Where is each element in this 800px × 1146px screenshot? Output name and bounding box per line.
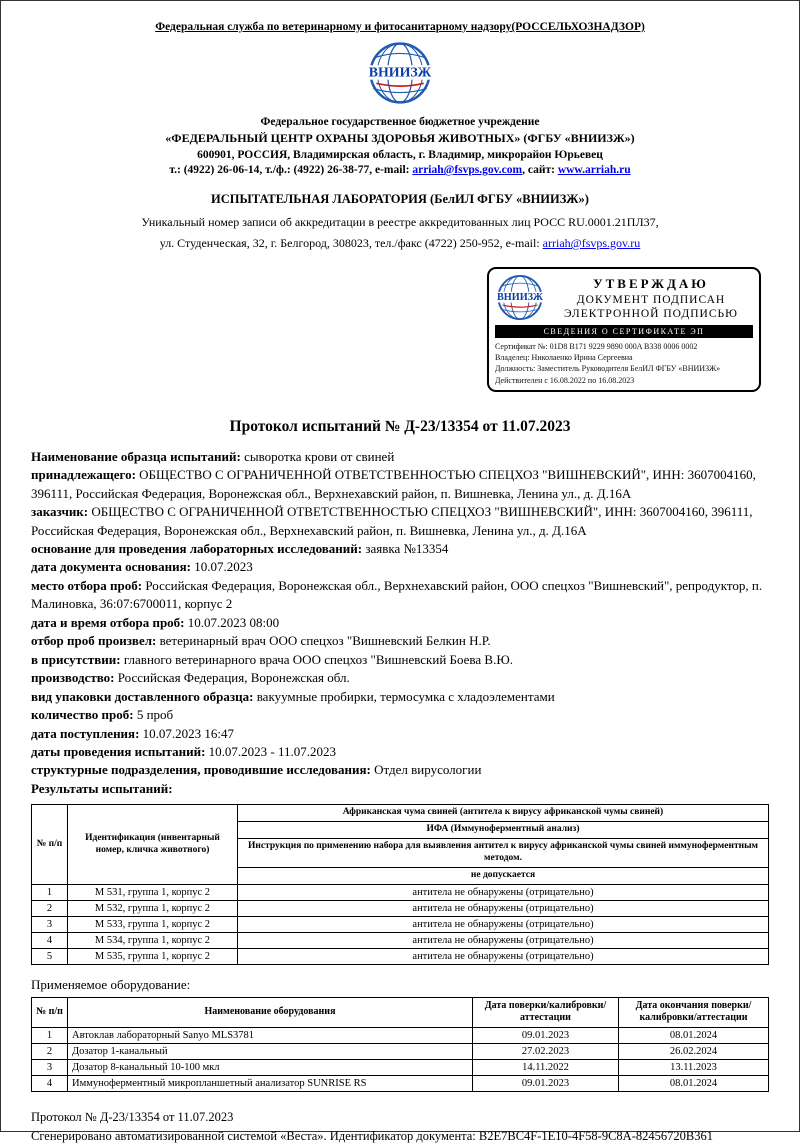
fields-list: [31, 448, 769, 780]
results-col-instruction: Инструкция по применению набора для выявления антител к вирусу африканской чумы свиней иммуноферментным методом.: [238, 839, 769, 868]
field-paragraph: [31, 466, 769, 503]
table-cell: антитела не обнаружены (отрицательно): [238, 900, 769, 916]
results-row: [32, 884, 769, 900]
table-cell: 26.02.2024: [619, 1043, 769, 1059]
stamp-signed-line2: ЭЛЕКТРОННОЙ ПОДПИСЬЮ: [564, 307, 738, 320]
table-cell: 3: [32, 1059, 68, 1075]
table-cell: 1: [32, 1027, 68, 1043]
stamp-container: [31, 267, 761, 392]
results-col-identification: Идентификация (инвентарный номер, кличка животного): [68, 805, 238, 884]
field-value: 10.07.2023 16:47: [142, 725, 235, 741]
field-label: Наименование образца испытаний:: [31, 448, 245, 464]
field-paragraph: [31, 706, 769, 724]
institution-name: «ФЕДЕРАЛЬНЫЙ ЦЕНТР ОХРАНЫ ЗДОРОВЬЯ ЖИВОТНЫХ» (ФГБУ «ВНИИЗЖ»): [165, 131, 635, 145]
field-value: главного ветеринарного врача ООО спецхоз "Вишневский Боева В.Ю.: [123, 651, 513, 667]
footer: [31, 1108, 769, 1146]
table-cell: М 531, группа 1, корпус 2: [68, 884, 238, 900]
institution-type: Федеральное государственное бюджетное учреждение: [260, 116, 540, 128]
field-label: производство:: [31, 670, 118, 686]
field-paragraph: [31, 632, 769, 650]
equipment-row: [32, 1059, 769, 1075]
equipment-row: [32, 1043, 769, 1059]
stamp-text-block: [549, 276, 753, 320]
table-cell: антитела не обнаружены (отрицательно): [238, 916, 769, 932]
table-cell: 27.02.2023: [473, 1043, 619, 1059]
cert-number: Сертификат №: 01D8 B171 9229 9890 000A B338 0006 0002: [495, 342, 698, 351]
results-row: [32, 916, 769, 932]
field-label: даты проведения испытаний:: [31, 744, 209, 759]
field-value: ОБЩЕСТВО С ОГРАНИЧЕННОЙ ОТВЕТСТВЕННОСТЬЮ СПЕЦХОЗ "ВИШНЕВСКИЙ", ИНН: 3607004160, 396111, Российская Федерация, Воронежская обл., Верхнехавский район, п. Вишневка, Ленина ул., д. Д.16А: [31, 504, 753, 538]
field-value: заявка №13354: [365, 541, 449, 557]
field-paragraph: [31, 725, 769, 743]
field-label: заказчик:: [31, 504, 92, 520]
equipment-row: [32, 1075, 769, 1091]
table-cell: 1: [32, 884, 68, 900]
field-label: количество проб:: [31, 707, 137, 723]
results-label: Результаты испытаний:: [31, 780, 173, 796]
cert-info-block: [495, 341, 753, 386]
field-value: 5 проб: [136, 707, 174, 723]
field-value: Российская Федерация, Воронежская обл., Верхнехавский район, ООО спецхоз "Вишневский", репродуктор, п. Малиновка, 36:07:6700011, корпус 2: [31, 577, 763, 612]
stamp-signed-line1: ДОКУМЕНТ ПОДПИСАН: [576, 293, 726, 306]
table-cell: 5: [32, 948, 68, 964]
results-row: [32, 932, 769, 948]
field-label: место отбора проб:: [31, 577, 146, 593]
table-cell: 13.11.2023: [619, 1059, 769, 1075]
field-paragraph: [31, 651, 769, 669]
equipment-thead: [32, 997, 769, 1027]
agency-header: Федеральная служба по ветеринарному и фитосанитарному надзору(РОССЕЛЬХОЗНАДЗОР): [155, 21, 645, 33]
table-cell: М 532, группа 1, корпус 2: [68, 900, 238, 916]
email-link-lab[interactable]: arriah@fsvps.gov.ru: [542, 236, 641, 250]
cert-validity: Действителен с 16.08.2022 по 16.08.2023: [495, 375, 635, 385]
table-cell: 14.11.2022: [473, 1059, 619, 1075]
results-col-num: № п/п: [32, 805, 68, 884]
table-cell: Автоклав лабораторный Sanyo MLS3781: [68, 1027, 473, 1043]
equipment-table: [31, 997, 769, 1092]
field-label: в присутствии:: [31, 651, 124, 667]
field-value: 10.07.2023 08:00: [187, 614, 280, 630]
field-value: Отдел вирусологии: [374, 762, 482, 778]
table-cell: 2: [32, 1043, 68, 1059]
table-cell: 3: [32, 916, 68, 932]
stamp-approve: УТВЕРЖДАЮ: [593, 275, 709, 291]
equipment-col-name: Наименование оборудования: [68, 997, 473, 1027]
equipment-col-date: Дата поверки/калибровки/аттестации: [473, 997, 619, 1027]
field-label: дата и время отбора проб:: [31, 614, 188, 630]
field-paragraph: [31, 743, 769, 761]
table-cell: М 534, группа 1, корпус 2: [68, 932, 238, 948]
table-cell: 09.01.2023: [473, 1075, 619, 1091]
field-paragraph: [31, 688, 769, 706]
field-paragraph: [31, 577, 769, 614]
table-cell: 4: [32, 1075, 68, 1091]
field-value: сыворотка крови от свиней: [244, 448, 395, 464]
results-row: [32, 948, 769, 964]
field-label: основание для проведения лабораторных исследований:: [31, 541, 366, 557]
protocol-title: Протокол испытаний № Д-23/13354 от 11.07.2023: [229, 417, 571, 435]
table-cell: антитела не обнаружены (отрицательно): [238, 932, 769, 948]
field-paragraph: [31, 448, 769, 466]
results-row: [32, 900, 769, 916]
equipment-tbody: [32, 1027, 769, 1091]
table-cell: 2: [32, 900, 68, 916]
field-paragraph: [31, 503, 769, 540]
email-link-head[interactable]: arriah@fsvps.gov.com: [412, 164, 523, 176]
results-table: [31, 804, 769, 964]
table-cell: М 535, группа 1, корпус 2: [68, 948, 238, 964]
field-value: вакуумные пробирки, термосумка с хладоэлементами: [256, 688, 555, 704]
table-cell: антитела не обнаружены (отрицательно): [238, 884, 769, 900]
table-cell: 08.01.2024: [619, 1075, 769, 1091]
field-value: ветеринарный врач ООО спецхоз "Вишневский Белкин Н.Р.: [159, 633, 491, 649]
signature-stamp: [487, 267, 761, 392]
table-cell: 4: [32, 932, 68, 948]
cert-position: Должность: Заместитель Руководителя БелИЛ ФГБУ «ВНИИЗЖ»: [495, 364, 721, 374]
field-label: структурные подразделения, проводившие исследования:: [31, 762, 375, 778]
field-paragraph: [31, 540, 769, 558]
equipment-header-row: [32, 997, 769, 1027]
equipment-row: [32, 1027, 769, 1043]
institution-contacts: [31, 164, 769, 176]
field-label: дата поступления:: [31, 725, 143, 741]
field-paragraph: [31, 614, 769, 632]
field-paragraph: [31, 761, 769, 779]
results-col-norm: не допускается: [238, 867, 769, 884]
equipment-col-num: № п/п: [32, 997, 68, 1027]
field-label: вид упаковки доставленного образца:: [31, 688, 257, 704]
equipment-col-end-date: Дата окончания поверки/калибровки/аттестации: [619, 997, 769, 1027]
footer-protocol: Протокол № Д-23/13354 от 11.07.2023: [31, 1109, 234, 1124]
table-cell: М 533, группа 1, корпус 2: [68, 916, 238, 932]
cert-owner: Владелец: Николаенко Ирина Сергеевна: [495, 353, 633, 363]
field-label: принадлежащего:: [31, 467, 140, 483]
lab-title: ИСПЫТАТЕЛЬНАЯ ЛАБОРАТОРИЯ (БелИЛ ФГБУ «ВНИИЗЖ»): [211, 192, 589, 206]
table-cell: Дозатор 1-канальный: [68, 1043, 473, 1059]
institution-address: 600901, РОССИЯ, Владимирская область, г. Владимир, микрорайон Юрьевец: [197, 149, 603, 161]
footer-generated: Сгенерировано автоматизированной системой «Веста». Идентификатор документа: B2E7BC4F-1E10-4F58-9C8A-82456720B361: [31, 1129, 713, 1144]
stamp-top: [495, 274, 753, 321]
results-tbody: [32, 884, 769, 964]
table-cell: антитела не обнаружены (отрицательно): [238, 948, 769, 964]
field-paragraph: [31, 558, 769, 576]
field-paragraph: [31, 669, 769, 687]
results-thead: [32, 805, 769, 884]
contacts-mid: , сайт:: [522, 164, 558, 176]
table-cell: 08.01.2024: [619, 1027, 769, 1043]
site-link[interactable]: www.arriah.ru: [557, 164, 631, 176]
lab-address: [31, 236, 769, 251]
vniizh-logo: [31, 41, 769, 110]
globe-logo-icon: [366, 41, 434, 105]
equipment-label: Применяемое оборудование:: [31, 976, 191, 992]
field-value: 10.07.2023: [194, 559, 253, 575]
results-header-row-1: [32, 805, 769, 822]
table-cell: 09.01.2023: [473, 1027, 619, 1043]
results-col-method: ИФА (Иммуноферментный анализ): [238, 822, 769, 839]
field-value: ОБЩЕСТВО С ОГРАНИЧЕННОЙ ОТВЕТСТВЕННОСТЬЮ СПЕЦХОЗ "ВИШНЕВСКИЙ", ИНН: 3607004160, 396111, Российская Федерация, Воронежская обл., Верхнехавский район, п. Вишневка, Ленина ул., д. Д.16А: [31, 467, 756, 501]
field-label: дата документа основания:: [31, 559, 195, 575]
table-cell: Дозатор 8-канальный 10-100 мкл: [68, 1059, 473, 1075]
contacts-prefix: т.: (4922) 26-06-14, т./ф.: (4922) 26-38-77, e-mail:: [169, 164, 413, 176]
stamp-globe-icon: [495, 274, 545, 321]
field-value: Российская Федерация, Воронежская обл.: [117, 670, 350, 686]
cert-info-header: СВЕДЕНИЯ О СЕРТИФИКАТЕ ЭП: [495, 325, 753, 338]
results-col-disease: Африканская чума свиней (антитела к вирусу африканской чумы свиней): [238, 805, 769, 822]
field-value: 10.07.2023 - 11.07.2023: [208, 744, 337, 759]
field-label: отбор проб произвел:: [31, 633, 160, 649]
lab-address-prefix: ул. Студенческая, 32, г. Белгород, 308023, тел./факс (4722) 250-952, e-mail:: [159, 236, 543, 250]
table-cell: Иммуноферментный микропланшетный анализатор SUNRISE RS: [68, 1075, 473, 1091]
accreditation-line: Уникальный номер записи об аккредитации в реестре аккредитованных лиц РОСС RU.0001.21ПЛ37,: [141, 215, 659, 229]
